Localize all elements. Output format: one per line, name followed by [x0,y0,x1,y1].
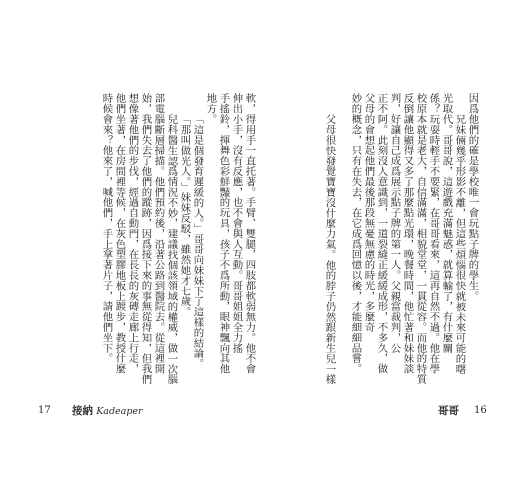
text-column: 始，我們失去了他們的蹤跡，因爲接下來的事無從得知，但我們 [139,93,152,385]
text-column: 想像著他們的步伐，經過自動門，在長長的灰磚走廊上行走， [126,93,139,374]
text-column [336,93,349,387]
text-column: 兒科醫生認爲情況不妙，建議找個該領域的權威，做一次腦 [165,113,178,385]
text-column: 手搖鈴，揮舞色彩鮮豔的玩具，孩子不爲所動，眼神飄向其他 [217,93,230,374]
text-column: 妙的概念，只有在失去，在它成爲回憶以後，才能細細品嘗。 [349,93,362,374]
text-column: 正不阿。此刻沒人意識到，一道裂縫正緩緩成形，不多久，做 [375,93,388,374]
page-right [260,0,520,500]
book-title-english: Kadeaper [96,406,143,417]
text-column: 時候會來？他來了，喊他們，手上拿著片子，請他們坐下。 [100,93,113,364]
running-header-right: 哥哥 [438,405,459,417]
page-number-left: 17 [38,405,51,416]
text-column: 地方。 [204,93,217,125]
book-title: 接納 [72,405,93,417]
text-column: 父母的會想起他們最後那段無憂無慮的時光，多麼奇 [362,93,375,333]
text-column: 部電腦斷層掃描。他們預約後，沿著公路到醫院去。從這裡開 [152,93,165,374]
text-column: 他們坐著，在房間裡等候，在灰色塑膠地板上踱步，教授什麼 [113,93,126,374]
text-column: 反倒讓他顯得又多了那麼點光環，晚餐時間，他忙著和妹妹談 [401,93,414,374]
page-number-right: 16 [474,405,487,416]
text-column: 伸出小手，沒有反應，也不會與人互動。哥哥姐姐全力搖 [230,93,243,353]
text-column: 軟，得用手一直托著。手臂、雙腿，四肢都軟弱無力。他不會 [243,93,256,374]
text-column: 兄妹倆幾乎形影不離，但這些煩惱很快就被未來可能的曙 [453,113,466,374]
text-column: 係？玩耍時輕手不要緊，在哥哥看來，這再自然不過。他在學 [427,93,440,374]
running-header-left [72,404,143,419]
text-column: 因爲他們的確是學校唯一會玩點子牌的學生。 [466,93,479,301]
text-column: 父母很快發覺寶寶沒什麼力氣。他的脖子仍然跟新生兒一樣 [323,113,336,385]
text-column: 校原本就是老大，自信滿滿，相貌堂堂，一貫從容。而他的特質 [414,93,427,385]
text-column: 光取代。哥哥說，這遊戲充滿魅惑，就算輸了，有什麼關 [440,93,453,353]
text-column: 「這是個發育遲緩的人。」哥哥向妹妹下了這樣的結論。 [191,113,204,369]
text-column: 「那叫做光人。」妹妹反駁，雖然她才七歲。 [178,113,191,317]
text-column: 判，好讓自己成爲展示點子牌的第一人。父親當裁判，公 [388,93,401,353]
